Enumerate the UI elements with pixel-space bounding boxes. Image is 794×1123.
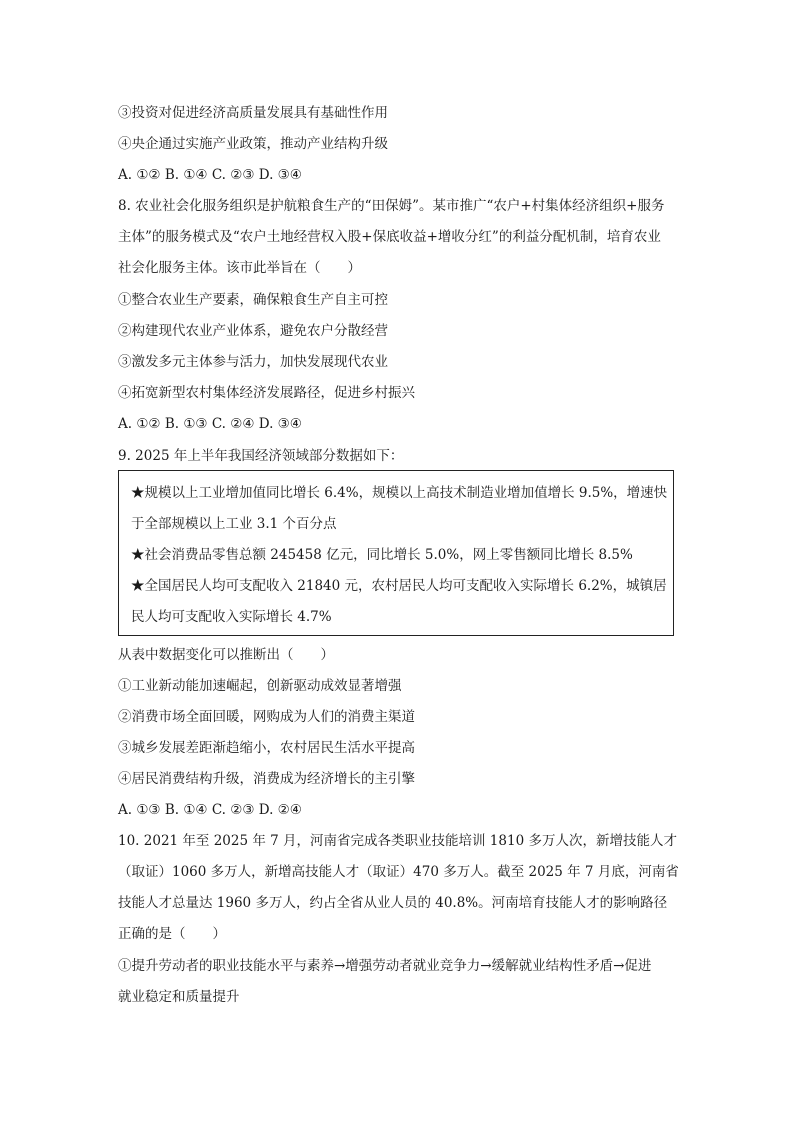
q9-choices: A. ①③ B. ①④ C. ②③ D. ②④ xyxy=(118,802,302,818)
q8-option-2: ②构建现代农业产业体系，避免农户分散经营 xyxy=(118,323,388,339)
q9-question: 从表中数据变化可以推断出（ ） xyxy=(118,647,334,663)
q8-option-1: ①整合农业生产要素，确保粮食生产自主可控 xyxy=(118,292,388,308)
q9-option-4: ④居民消费结构升级，消费成为经济增长的主引擎 xyxy=(118,771,415,787)
q9-box-line-2: 于全部规模以上工业 3.1 个百分点 xyxy=(131,516,337,532)
q8-stem-line-3: 社会化服务主体。该市此举旨在（ ） xyxy=(118,260,361,276)
q8-option-4: ④拓宽新型农村集体经济发展路径，促进乡村振兴 xyxy=(118,385,415,401)
q9-option-2: ②消费市场全面回暖，网购成为人们的消费主渠道 xyxy=(118,709,415,725)
q7-choices: A. ①② B. ①④ C. ②③ D. ③④ xyxy=(118,167,302,183)
q10-stem-line-1: 10. 2021 年至 2025 年 7 月，河南省完成各类职业技能培训 1810 多万人次，新增技能人才 xyxy=(118,833,677,849)
q9-option-1: ①工业新动能加速崛起，创新驱动成效显著增强 xyxy=(118,678,402,694)
q10-stem-line-4: 正确的是（ ） xyxy=(118,926,226,942)
q9-option-3: ③城乡发展差距渐趋缩小，农村居民生活水平提高 xyxy=(118,740,415,756)
q7-option-3: ③投资对促进经济高质量发展具有基础性作用 xyxy=(118,105,388,121)
q9-box-line-3: ★社会消费品零售总额 245458 亿元，同比增长 5.0%，网上零售额同比增长 8.5% xyxy=(131,547,633,563)
q7-option-4: ④央企通过实施产业政策，推动产业结构升级 xyxy=(118,136,388,152)
q9-data-box xyxy=(118,470,674,636)
q10-stem-line-3: 技能人才总量达 1960 多万人，约占全省从业人员的 40.8%。河南培育技能人才的影响路径 xyxy=(118,895,668,911)
q9-stem: 9. 2025 年上半年我国经济领域部分数据如下： xyxy=(118,448,404,464)
q10-option-1-line-1: ①提升劳动者的职业技能水平与素养→增强劳动者就业竞争力→缓解就业结构性矛盾→促进 xyxy=(118,958,652,974)
q8-option-3: ③激发多元主体参与活力，加快发展现代农业 xyxy=(118,354,388,370)
q9-box-line-5: 民人均可支配收入实际增长 4.7% xyxy=(131,609,332,625)
q9-box-line-1: ★规模以上工业增加值同比增长 6.4%，规模以上高技术制造业增加值增长 9.5%，增速快 xyxy=(131,485,668,501)
q10-option-1-line-2: 就业稳定和质量提升 xyxy=(118,989,240,1005)
q10-stem-line-2: （取证）1060 多万人，新增高技能人才（取证）470 多万人。截至 2025 年 7 月底，河南省 xyxy=(118,864,679,880)
q8-choices: A. ①② B. ①③ C. ②④ D. ③④ xyxy=(118,416,302,432)
q9-box-line-4: ★全国居民人均可支配收入 21840 元，农村居民人均可支配收入实际增长 6.2%，城镇居 xyxy=(131,578,667,594)
q8-stem-line-2: 主体”的服务模式及“农户土地经营权入股+保底收益+增收分红”的利益分配机制，培育农业 xyxy=(118,229,661,245)
q8-stem-line-1: 8. 农业社会化服务组织是护航粮食生产的“田保姆”。某市推广“农户+村集体经济组织+服务 xyxy=(118,198,665,214)
